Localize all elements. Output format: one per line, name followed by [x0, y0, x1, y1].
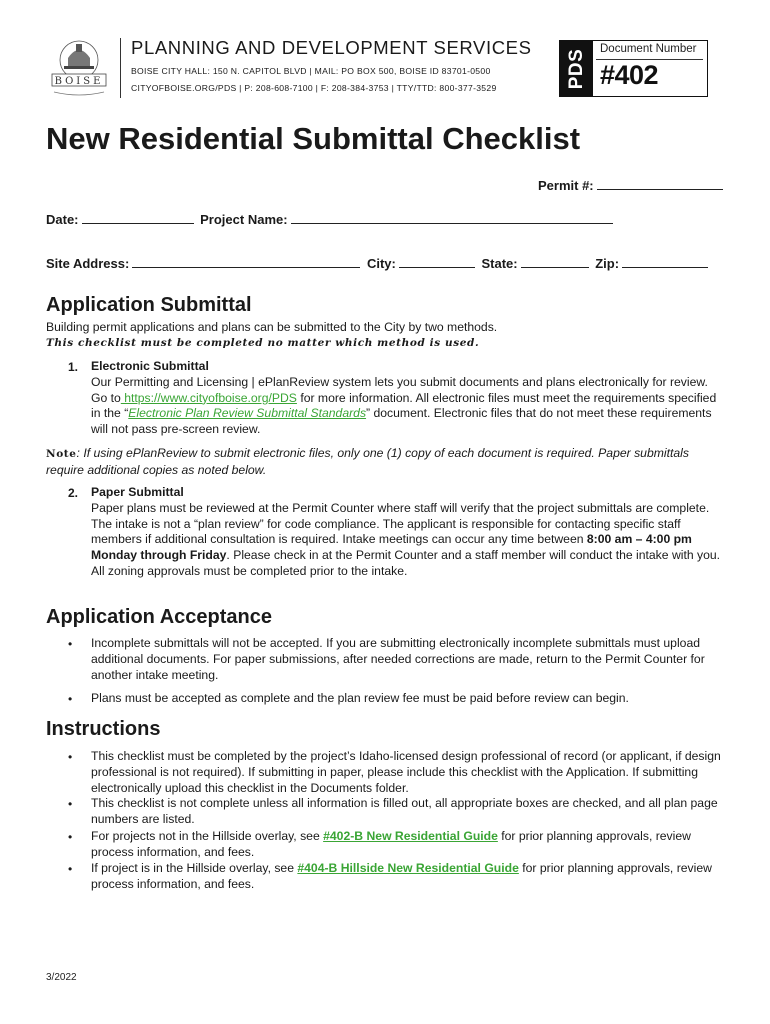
note-label: Note: [46, 448, 77, 460]
electronic-submittal-title: Electronic Submittal: [91, 359, 209, 373]
counter-hours: 8:00 am – 4:00 pm Monday through Friday: [91, 532, 692, 563]
pds-code: PDS: [565, 48, 587, 89]
bullet-dot: •: [68, 750, 73, 764]
boise-city-seal-logo: [46, 38, 112, 100]
item-number-2: 2.: [68, 486, 79, 500]
site-address-label: Site Address:: [46, 256, 130, 271]
org-address: BOISE CITY HALL: 150 N. CAPITOL BLVD | MAIL: PO BOX 500, BOISE ID 83701-0500: [131, 66, 491, 76]
hillside-guide-link[interactable]: #404-B Hillside New Residential Guide: [297, 861, 519, 875]
zip-label: Zip:: [595, 256, 620, 271]
instructions-bullet-2: This checklist is not complete unless all information is filled out, all appropriate boxes are checked, and all plan page numbers are listed.: [91, 796, 718, 826]
eplan-note: [46, 446, 726, 479]
electronic-text-a: Our Permitting and Licensing | ePlanReview system lets you submit documents and plans electronically for review. Go to: [91, 374, 708, 405]
city-label: City:: [366, 256, 396, 271]
paper-submittal-text: [91, 501, 727, 580]
submittal-note: This checklist must be completed no matter which method is used.: [46, 337, 480, 349]
electronic-text-b: for more information. All electronic files must meet the requirements specified in the “: [91, 390, 717, 421]
note-text: : If using ePlanReview to submit electronic files, only one (1) copy of each document is required. Paper submittals require additional copies as noted below.: [46, 446, 689, 477]
permit-label: Permit #:: [538, 178, 594, 193]
item-number-1: 1.: [68, 360, 79, 374]
document-number: #402: [600, 60, 659, 90]
zip-input-line[interactable]: [622, 255, 708, 268]
state-label: State:: [481, 256, 518, 271]
project-name-input-line[interactable]: [291, 211, 613, 224]
paper-text-a: Paper plans must be reviewed at the Permit Counter where staff will verify that the project submittals are complete. The intake is not a “plan review” for code compliance. The applicant is responsible for contacting specific staff members if additional consultation is required. Intake meetings can occur any time between: [91, 500, 710, 547]
pds-side-label: [560, 41, 593, 96]
instructions-heading: Instructions: [46, 718, 161, 740]
electronic-submittal-text: [91, 375, 727, 438]
bullet4-text-b: for prior planning approvals, review process information, and fees.: [91, 861, 712, 891]
submittal-intro: Building permit applications and plans can be submitted to the City by two methods.: [46, 320, 498, 334]
project-name-label: Project Name:: [200, 212, 288, 227]
page-title: New Residential Submittal Checklist: [46, 121, 581, 156]
document-number-badge: [559, 40, 708, 97]
date-label: Date:: [46, 212, 79, 227]
acceptance-bullet-2: Plans must be accepted as complete and the plan review fee must be paid before review can begin.: [91, 691, 629, 705]
city-input-line[interactable]: [399, 255, 475, 268]
date-project-row: [46, 211, 616, 227]
state-input-line[interactable]: [521, 255, 589, 268]
permit-input-line[interactable]: [597, 177, 723, 190]
bullet-dot: •: [68, 830, 73, 844]
instructions-bullet-1: This checklist must be completed by the project’s Idaho-licensed design professional of record (or applicant, if design professional is not required). If submitting in paper, please include this checklist with the Application. If submitting electronically upload this checklist in the Documents folder.: [91, 749, 721, 795]
org-title: PLANNING AND DEVELOPMENT SERVICES: [131, 37, 532, 58]
bullet4-text-a: If project is in the Hillside overlay, see: [91, 861, 298, 875]
footer-date: 3/2022: [46, 972, 77, 983]
application-submittal-heading: Application Submittal: [46, 294, 252, 316]
paper-submittal-title: Paper Submittal: [91, 485, 184, 499]
logo-text: BOISE: [54, 76, 104, 87]
instructions-bullet-4: [91, 861, 727, 893]
bullet-dot: •: [68, 862, 73, 876]
permit-field: [538, 177, 726, 193]
bullet-dot: •: [68, 637, 73, 651]
header-divider: [120, 38, 121, 98]
instructions-bullet-3: [91, 829, 727, 861]
paper-text-b: . Please check in at the Permit Counter and a staff member will conduct the intake with you. All zoning approvals must be completed prior to the intake.: [91, 548, 721, 578]
acceptance-bullet-1: Incomplete submittals will not be accepted. If you are submitting electronically incomplete submittals must upload additional documents. For paper submissions, after needed corrections are made, return to the Permit Counter for another intake meeting.: [91, 636, 705, 682]
org-contact: CITYOFBOISE.ORG/PDS | P: 208-608-7100 | F: 208-384-3753 | TTY/TTD: 800-377-3529: [131, 83, 497, 93]
address-row: [46, 255, 711, 271]
residential-guide-link[interactable]: #402-B New Residential Guide: [323, 829, 498, 843]
date-input-line[interactable]: [82, 211, 194, 224]
electronic-submittal-item: [91, 359, 727, 438]
application-acceptance-heading: Application Acceptance: [46, 606, 272, 628]
pds-website-link[interactable]: https://www.cityofboise.org/PDS: [120, 390, 297, 405]
bullet3-text-b: for prior planning approvals, review process information, and fees.: [91, 829, 691, 859]
site-address-input-line[interactable]: [132, 255, 360, 268]
bullet3-text-a: For projects not in the Hillside overlay, see: [91, 829, 324, 843]
electronic-text-c: ” document. Electronic files that do not meet these requirements will not pass pre-screen review.: [91, 406, 712, 437]
bullet-dot: •: [68, 692, 73, 706]
bullet-dot: •: [68, 797, 73, 811]
document-number-label: Document Number: [600, 43, 697, 55]
paper-submittal-item: [91, 485, 727, 580]
submittal-standards-link[interactable]: Electronic Plan Review Submittal Standards: [128, 406, 367, 421]
